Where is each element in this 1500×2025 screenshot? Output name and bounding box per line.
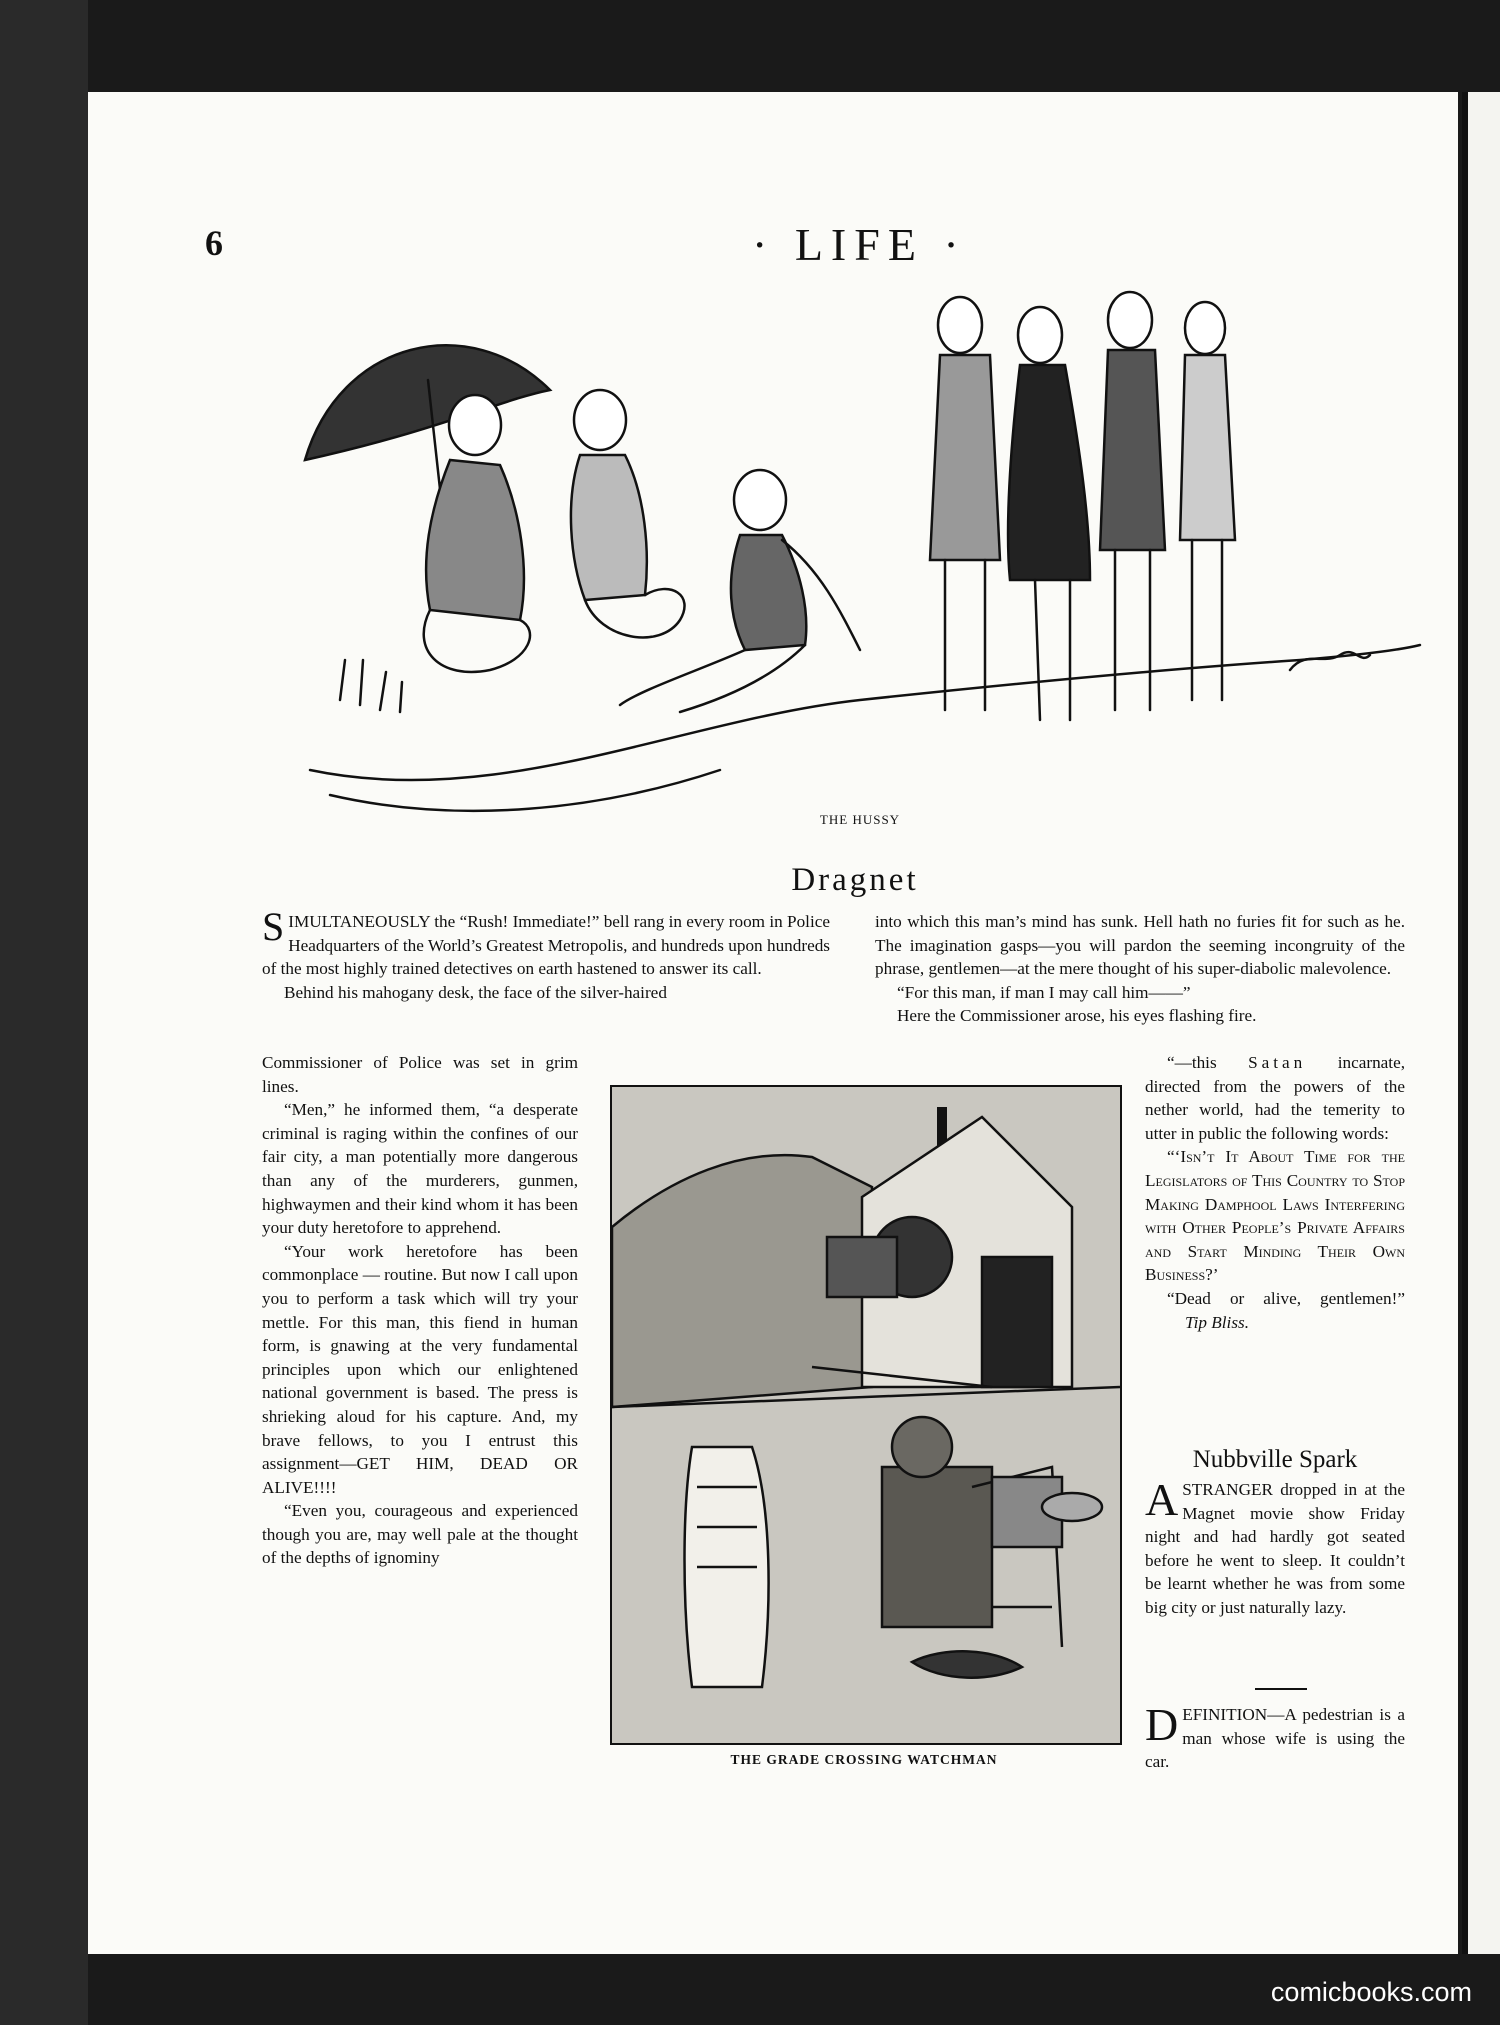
definition-body: EFINITION—A pedestrian is a man whose wife is using the car. <box>1145 1705 1405 1772</box>
column-2-quote: “For this man, if man I may call him——” <box>897 982 1191 1002</box>
satan-word: Satan <box>1248 1053 1307 1072</box>
grade-crossing-watchman-illustration <box>610 1085 1122 1745</box>
closing-line: “Dead or alive, gentlemen!” <box>1167 1288 1405 1308</box>
dropcap-s: S <box>262 904 285 949</box>
paragraph-3: “Men,” he informed them, “a desperate criminal is raging within the confines of our fair city, a man potentially more dangerous than any of the murderers, gunmen, highwaymen and their kind whom it has been your duty heretofore to apprehend. <box>262 1100 578 1238</box>
article-column-2-top <box>875 910 1405 1028</box>
paragraph-2-rest: Commissioner of Police was set in grim lines. <box>262 1053 578 1096</box>
article-column-1-narrow <box>262 1051 578 1570</box>
column-2-paragraph: into which this man’s mind has sunk. Hell hath no furies fit for such as he. The imagination gasps—you will pardon the seeming incongruity of the phrase, gentlemen—at the mere thought of his super-diabolic malevolence. <box>875 912 1405 979</box>
nubbville-body: STRANGER dropped in at the Magnet movie show Friday night and had hardly got seated before he went to sleep. It couldn’t be learnt whether he was from some big city or just naturally lazy. <box>1145 1480 1405 1617</box>
hussy-cartoon-illustration <box>300 250 1430 820</box>
page-gutter-line <box>1462 92 1468 1954</box>
article-byline: Tip Bliss. <box>1185 1312 1249 1332</box>
column-3-quote: “‘Isn’t It About Time for the Legislators of This Country to Stop Making Damphool Laws Interfering with Other People’s Private Affairs and Start Minding Their Own Business?’ <box>1145 1147 1405 1285</box>
masthead-title: · LIFE · <box>752 219 967 270</box>
scan-left-margin <box>0 0 88 2025</box>
paragraph-2-start: Behind his mahogany desk, the face of the silver-haired <box>284 982 667 1002</box>
definition-paragraph <box>1145 1699 1405 1774</box>
article-column-1-top <box>262 904 830 1004</box>
section-divider <box>1255 1688 1307 1690</box>
middle-cartoon-caption: THE GRADE CROSSING WATCHMAN <box>730 1752 998 1767</box>
paragraph-1 <box>262 904 830 981</box>
column-3-lead: “—this <box>1167 1053 1217 1072</box>
top-cartoon-caption: THE HUSSY <box>819 812 901 827</box>
dropcap-d: D <box>1145 1699 1179 1750</box>
column-3-ending <box>1145 1287 1405 1334</box>
dropcap-a: A <box>1145 1474 1179 1525</box>
nubbville-paragraph <box>1145 1474 1405 1620</box>
nubbville-spark-title: Nubbville Spark <box>1192 1446 1358 1473</box>
column-2-arose: Here the Commissioner arose, his eyes flashing fire. <box>897 1006 1257 1026</box>
column-3-text: incarnate, directed from the powers of the nether world, had the temerity to utter in public the following words: <box>1145 1053 1405 1143</box>
paragraph-1-text: IMULTANEOUSLY the “Rush! Immediate!” bell rang in every room in Police Headquarters of the World’s Greatest Metropolis, and hundreds upon hundreds of the most highly trained detectives on earth hastened to answer its call. <box>262 912 830 979</box>
definition-text <box>1145 1699 1405 1774</box>
article-title: Dragnet <box>791 862 919 898</box>
paragraph-4: “Your work heretofore has been commonplace — routine. But now I call upon you to perform a task which will try your mettle. For this man, this fiend in human form, is gnawing at the very fundamental principles upon which our enlightened national government is based. The press is shrieking aloud for his capture. And, my brave fellows, to you I entrust this assignment—GET HIM, DEAD OR ALIVE!!!! <box>262 1241 578 1497</box>
nubbville-spark-text <box>1145 1474 1405 1620</box>
article-column-3 <box>1145 1051 1405 1334</box>
paragraph-5: “Even you, courageous and experienced though you are, may well pale at the thought of the depths of ignominy <box>262 1501 578 1568</box>
site-watermark: comicbooks.com <box>1270 1977 1472 2007</box>
page-number: 6 <box>205 223 223 263</box>
column-3-paragraph <box>1145 1051 1405 1145</box>
